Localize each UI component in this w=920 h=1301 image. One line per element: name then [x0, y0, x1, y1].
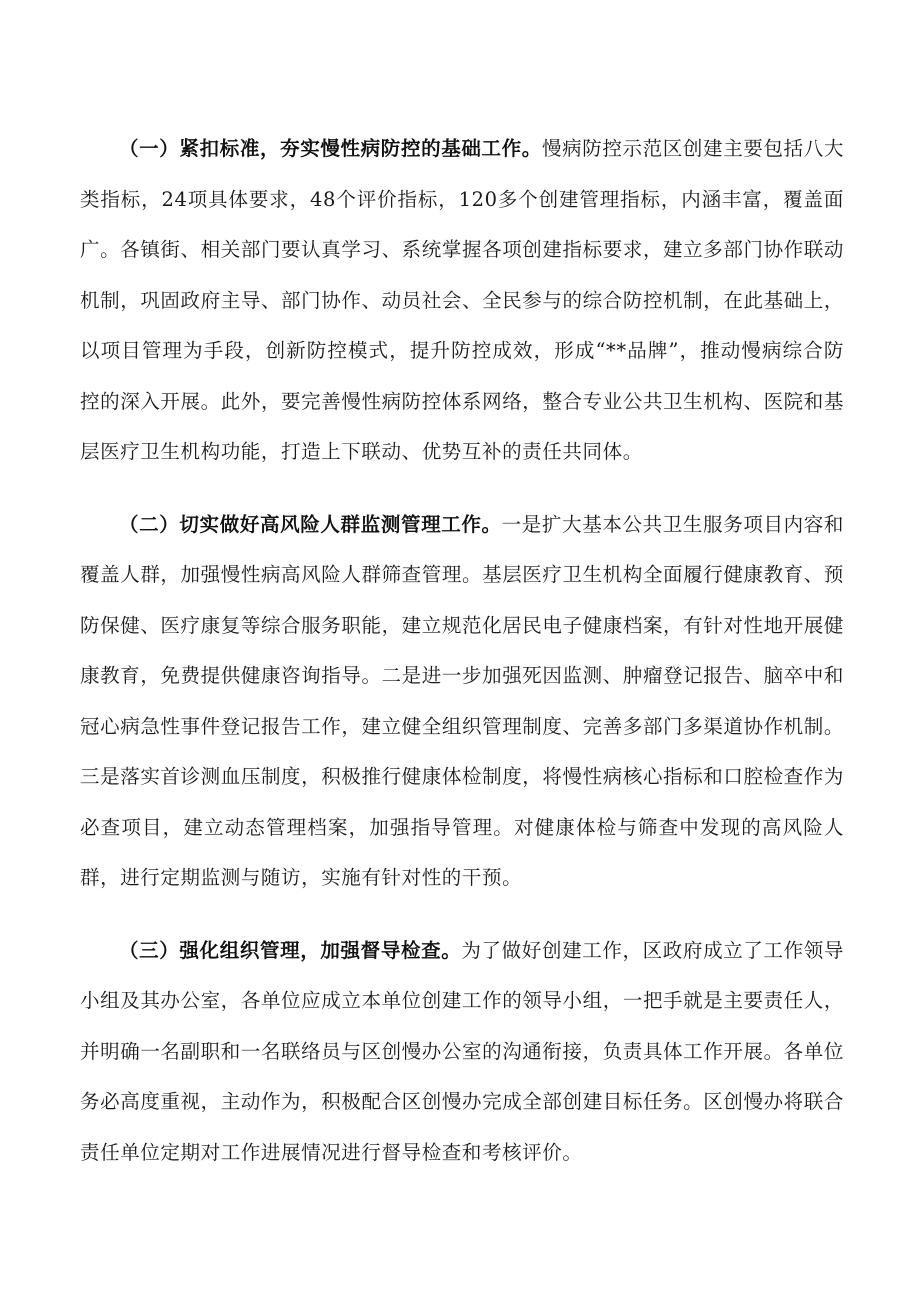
section-heading-1: （一）紧扣标准，夯实慢性病防控的基础工作。: [119, 137, 542, 160]
section-heading-2: （二）切实做好高风险人群监测管理工作。: [119, 512, 502, 536]
section-body-3: 为了做好创建工作，区政府成立了工作领导小组及其办公室，各单位应成立本单位创建工作的领导小组，一把手就是主要责任人，并明确一名副职和一名联络员与区创慢办公室的沟通衔接，负责具体工作开展。各单位务必高度重视，主动作为，积极配合区创慢办完成全部创建目标任务。区创慢办将联合责任单位定期对工作进展情况进行督导检查和考核评价。: [80, 938, 845, 1164]
section-body-1: 慢病防控示范区创建主要包括八大类指标，24项具体要求，48个评价指标，120多个创建管理指标，内涵丰富，覆盖面广。各镇街、相关部门要认真学习、系统掌握各项创建指标要求，建立多部门协作联动机制，巩固政府主导、部门协作、动员社会、全民参与的综合防控机制，在此基础上，以项目管理为手段，创新防控模式，提升防控成效，形成“**品牌”，推动慢病综合防控的深入开展。此外，要完善慢性病防控体系网络，整合专业公共卫生机构、医院和基层医疗卫生机构功能，打造上下联动、优势互补的责任共同体。: [80, 137, 844, 463]
section-body-2: 一是扩大基本公共卫生服务项目内容和覆盖人群，加强慢性病高风险人群筛查管理。基层医疗卫生机构全面履行健康教育、预防保健、医疗康复等综合服务职能，建立规范化居民电子健康档案，有针对性地开展健康教育，免费提供健康咨询指导。二是进一步加强死因监测、肿瘤登记报告、脑卒中和冠心病急性事件登记报告工作，建立健全组织管理制度、完善多部门多渠道协作机制。三是落实首诊测血压制度，积极推行健康体检制度，将慢性病核心指标和口腔检查作为必查项目，建立动态管理档案，加强指导管理。对健康体检与筛查中发现的高风险人群，进行定期监测与随访，实施有针对性的干预。: [80, 512, 844, 889]
section-paragraph-3: [80, 926, 844, 1179]
section-heading-3: （三）强化组织管理，加强督导检查。: [119, 938, 462, 962]
section-paragraph-2: [80, 500, 844, 904]
section-paragraph-1: [80, 124, 844, 478]
document-body: [80, 124, 844, 1200]
